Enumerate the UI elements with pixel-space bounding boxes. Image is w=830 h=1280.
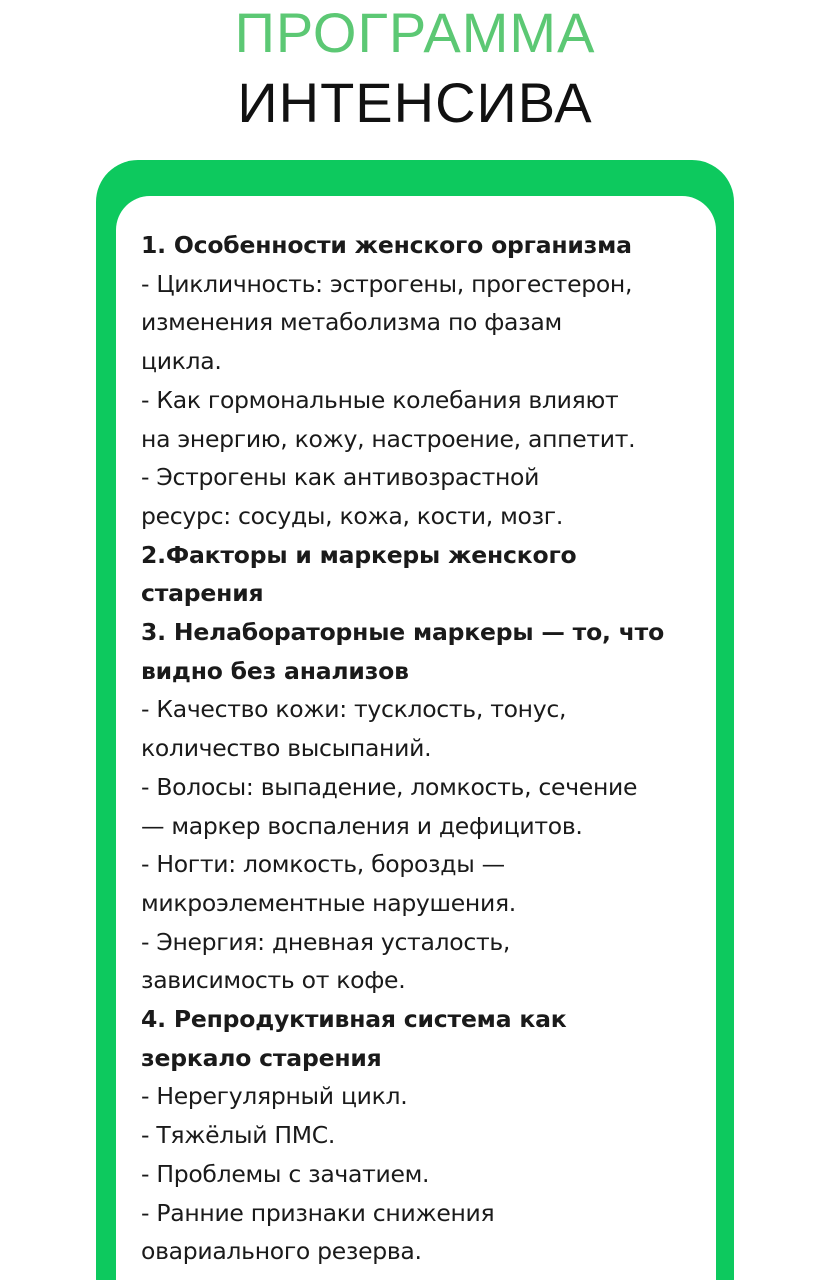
- program-content: [141, 226, 706, 1271]
- text-line: овариального резерва.: [141, 1237, 422, 1266]
- text-line: - Цикличность: эстрогены, прогестерон,: [141, 269, 633, 298]
- section-heading-line: зеркало старения: [141, 1043, 382, 1072]
- section-heading-line: видно без анализов: [141, 656, 409, 685]
- text-line: микроэлементные нарушения.: [141, 888, 516, 917]
- text-line: зависимость от кофе.: [141, 966, 406, 995]
- text-line: - Проблемы с зачатием.: [141, 1159, 430, 1188]
- text-line: — маркер воспаления и дефицитов.: [141, 811, 583, 840]
- text-line: количество высыпаний.: [141, 734, 432, 763]
- section-heading-line: 3. Нелабораторные маркеры — то, что: [141, 618, 665, 647]
- section-heading-line: 4. Репродуктивная система как: [141, 1005, 567, 1034]
- text-line: - Как гормональные колебания влияют: [141, 385, 619, 414]
- text-line: - Нерегулярный цикл.: [141, 1082, 408, 1111]
- section-heading-line: 2.Факторы и маркеры женского: [141, 540, 577, 569]
- text-line: - Тяжёлый ПМС.: [141, 1121, 336, 1150]
- text-line: ресурс: сосуды, кожа, кости, мозг.: [141, 501, 563, 530]
- text-line: - Ранние признаки снижения: [141, 1198, 495, 1227]
- text-line: - Качество кожи: тусклость, тонус,: [141, 695, 567, 724]
- text-line: изменения метаболизма по фазам: [141, 308, 562, 337]
- text-line: - Энергия: дневная усталость,: [141, 927, 511, 956]
- text-line: - Эстрогены как антивозрастной: [141, 463, 540, 492]
- section-heading-line: 1. Особенности женского организма: [141, 231, 632, 259]
- page-title-line2: ИНТЕНСИВА: [237, 71, 593, 134]
- text-line: - Ногти: ломкость, борозды —: [141, 850, 505, 879]
- text-line: цикла.: [141, 347, 222, 376]
- page-title-line1: ПРОГРАММА: [234, 1, 596, 64]
- text-line: на энергию, кожу, настроение, аппетит.: [141, 424, 636, 453]
- text-line: - Волосы: выпадение, ломкость, сечение: [141, 772, 638, 801]
- section-heading-line: старения: [141, 579, 264, 608]
